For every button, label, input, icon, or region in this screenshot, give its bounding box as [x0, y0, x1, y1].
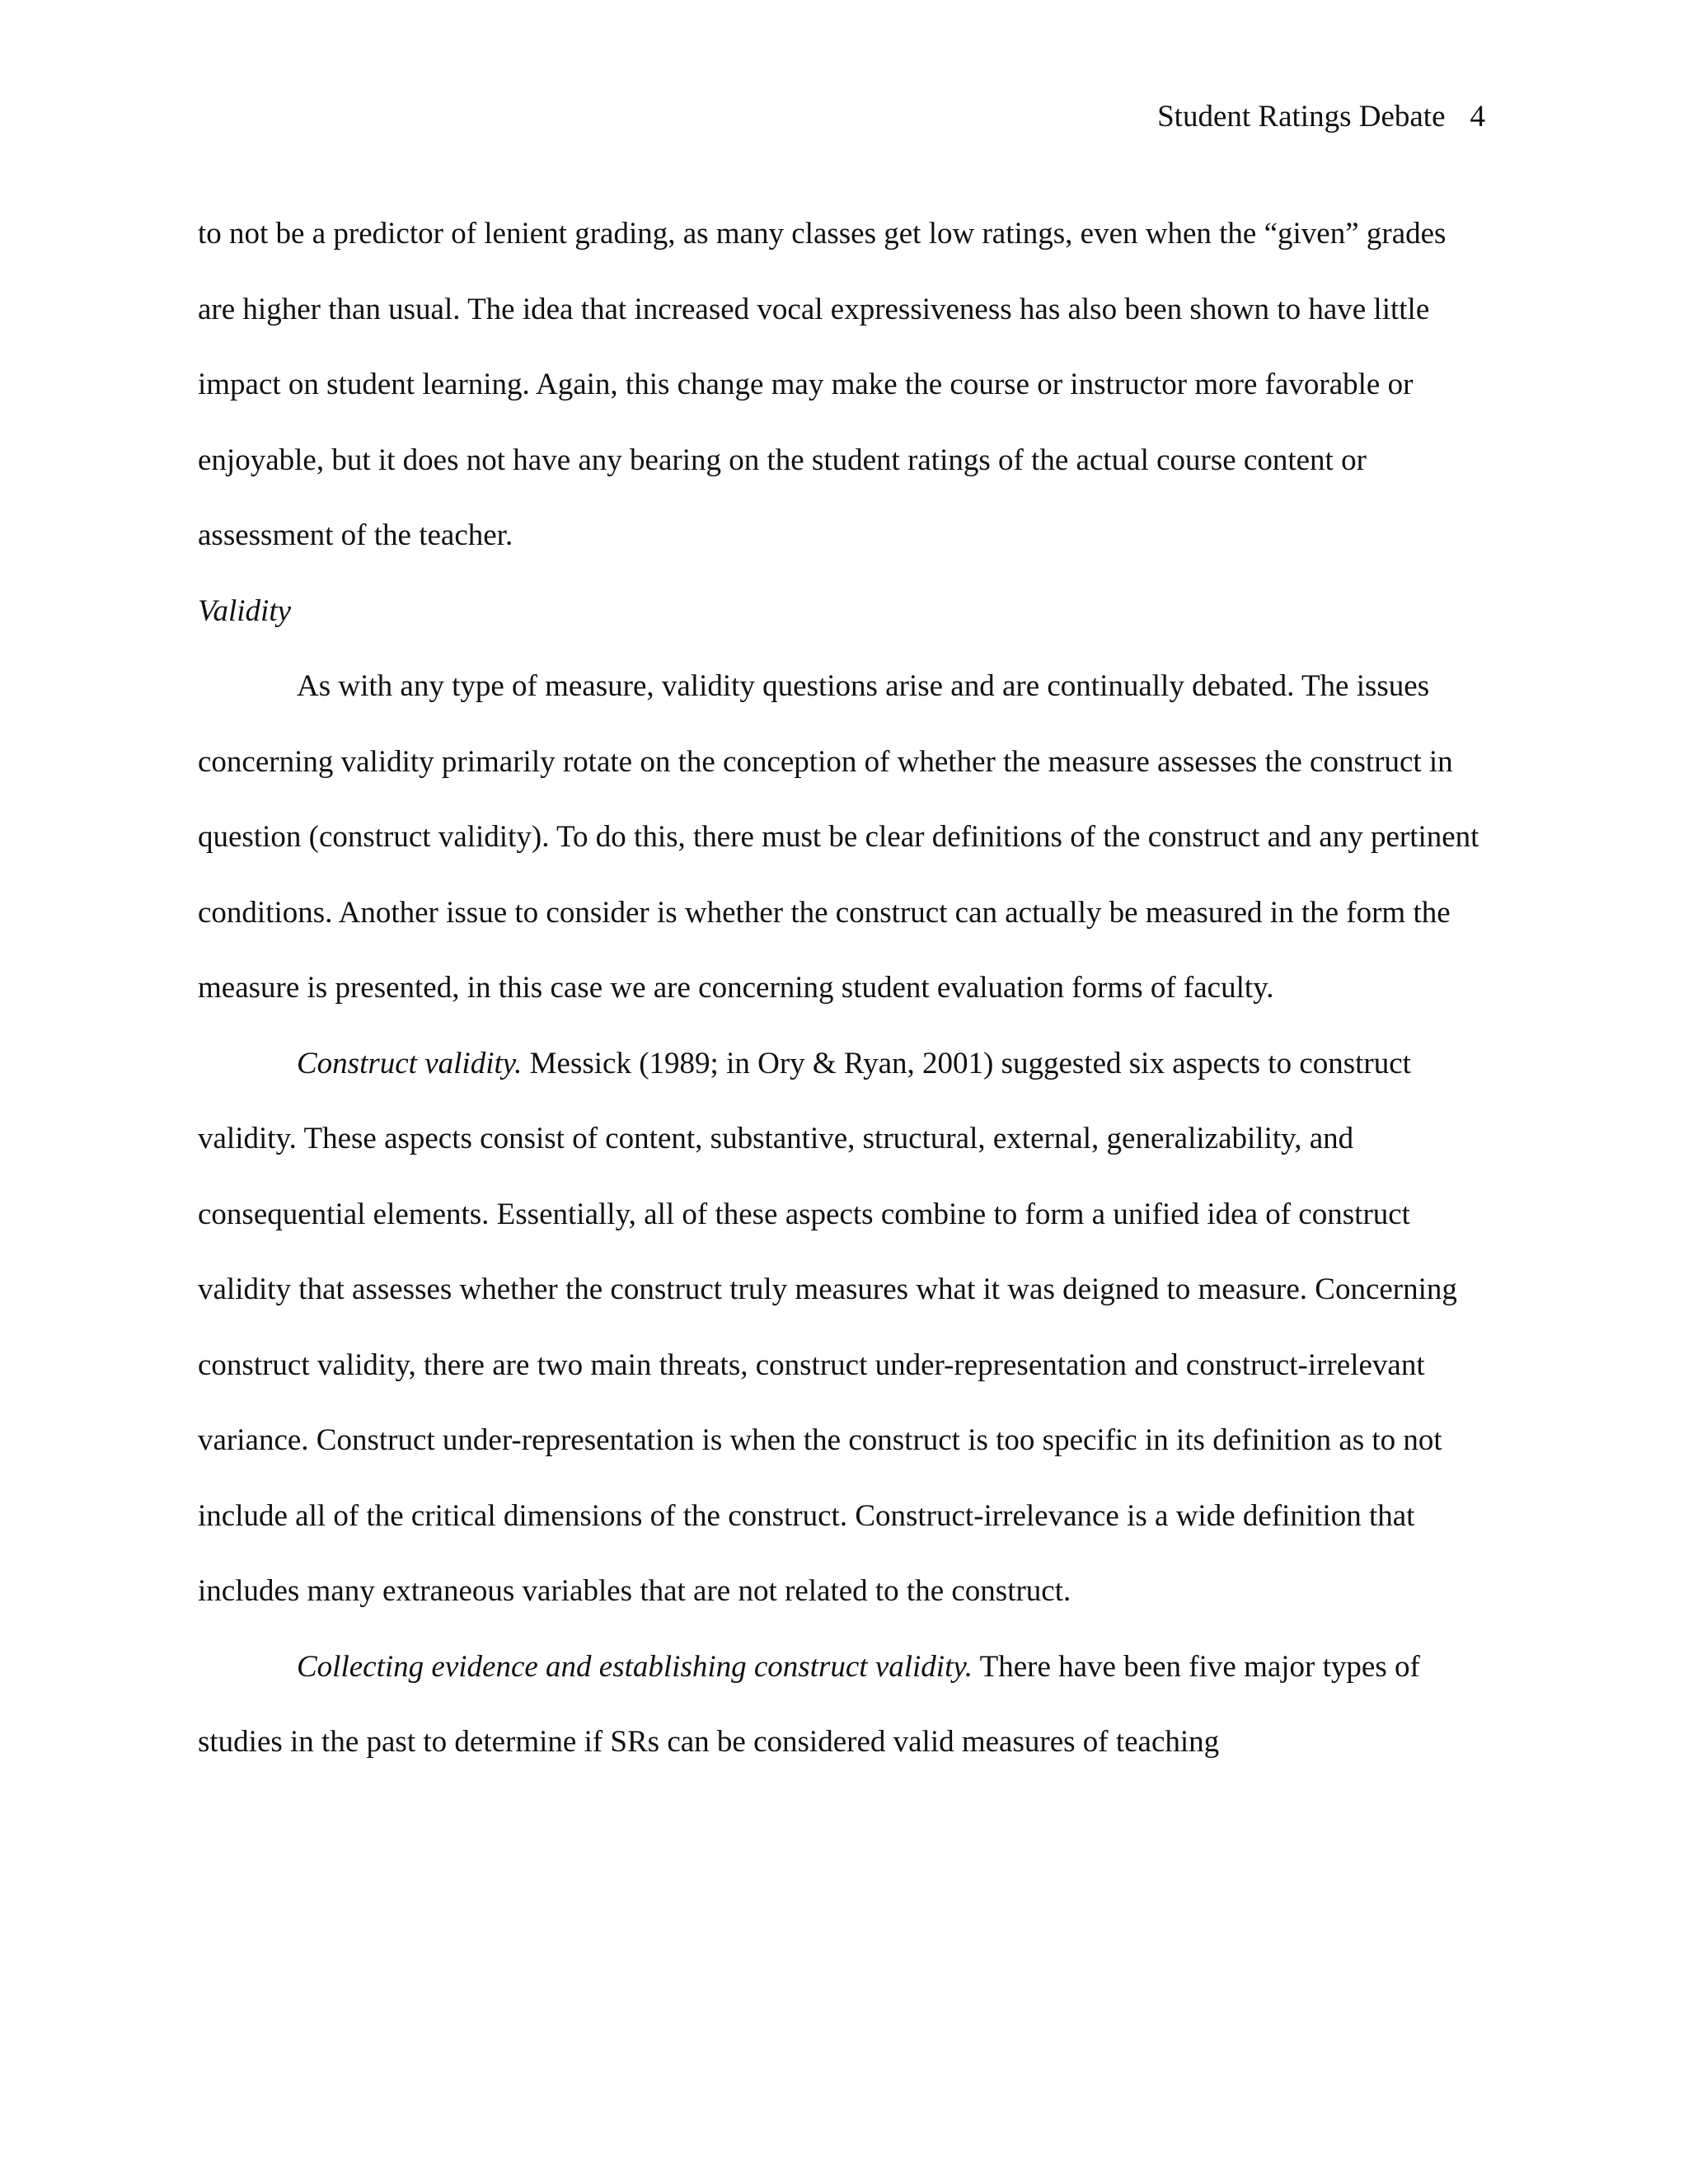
paragraph-construct-validity-text: Messick (1989; in Ory & Ryan, 2001) suggested six aspects to construct validity. These aspects consist of content, substantive, structural, external, generalizability, and consequential elements. Essentially, all of these aspects combine to form a unified idea of construct validity that assesses whether the construct truly measures what it was deigned to measure. Concerning construct validity, there are two main threats, construct under-representation and construct-irrelevant variance. Construct under-representation is when the construct is too specific in its definition as to not include all of the critical dimensions of the construct. Construct-irrelevance is a wide definition that includes many extraneous variables that are not related to the construct.: [198, 1046, 1457, 1608]
paragraph-construct-validity: [198, 1026, 1484, 1629]
subheading-construct-validity: Construct validity.: [297, 1046, 523, 1080]
subheading-collecting-evidence: Collecting evidence and establishing construct validity.: [297, 1649, 973, 1684]
running-head: [1157, 99, 1485, 135]
running-head-title: Student Ratings Debate: [1157, 100, 1446, 134]
page-number: 4: [1470, 100, 1485, 134]
paragraph-continued: to not be a predictor of lenient grading, as many classes get low ratings, even when the “given” grades are higher than usual. The idea that increased vocal expressiveness has also been shown to have little impact on student learning. Again, this change may make the course or instructor more favorable or enjoyable, but it does not have any bearing on the student ratings of the actual course content or assessment of the teacher.: [198, 217, 1447, 552]
paragraph-validity-intro: As with any type of measure, validity questions arise and are continually debated. The issues concerning validity primarily rotate on the conception of whether the measure assesses the construct in question (construct validity). To do this, there must be clear definitions of the construct and any pertinent conditions. Another issue to consider is whether the construct can actually be measured in the form the measure is presented, in this case we are concerning student evaluation forms of faculty.: [198, 669, 1479, 1005]
paragraph-collecting-evidence-text: There have been five major types of studies in the past to determine if SRs can be considered valid measures of teaching: [198, 1649, 1420, 1759]
body-text: [198, 196, 1484, 1780]
section-heading-validity: Validity: [198, 593, 292, 628]
paragraph-collecting-evidence: [198, 1629, 1484, 1780]
